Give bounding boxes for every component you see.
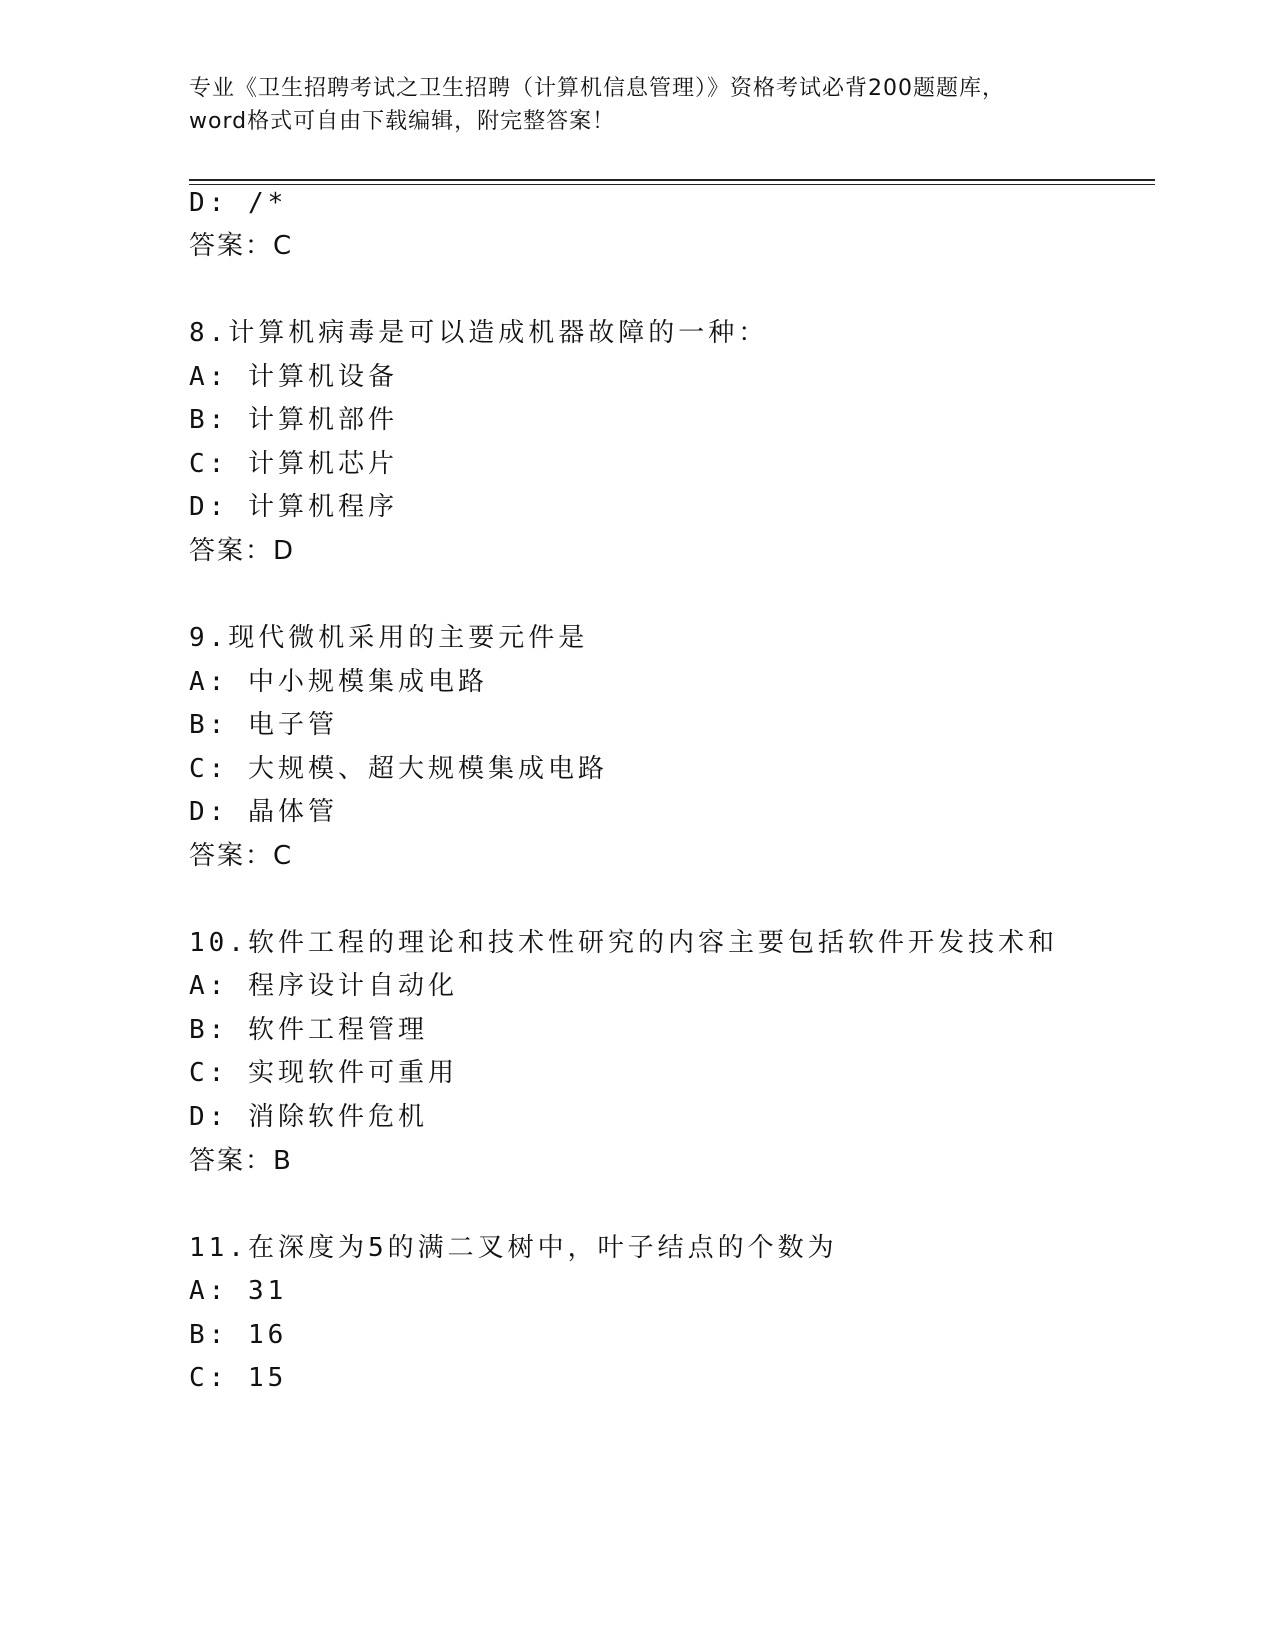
question-9-option-d: D: 晶体管 <box>189 797 338 827</box>
header-line-1: 专业《卫生招聘考试之卫生招聘（计算机信息管理）》资格考试必背200题题库， <box>189 76 1005 101</box>
question-10-option-c: C: 实现软件可重用 <box>189 1058 458 1088</box>
question-8-answer: 答案：D <box>189 536 296 566</box>
question-8-option-a: A: 计算机设备 <box>189 362 398 392</box>
question-8-option-c: C: 计算机芯片 <box>189 449 398 479</box>
question-11-option-c: C: 15 <box>189 1363 288 1393</box>
question-10-option-d: D: 消除软件危机 <box>189 1102 428 1132</box>
question-11-stem: 11.在深度为5的满二叉树中，叶子结点的个数为 <box>189 1233 838 1263</box>
question-9-option-c: C: 大规模、超大规模集成电路 <box>189 754 608 784</box>
question-9-option-b: B: 电子管 <box>189 710 338 740</box>
question-11-option-b: B: 16 <box>189 1320 288 1350</box>
question-9-answer: 答案：C <box>189 841 294 871</box>
question-10-stem: 10.软件工程的理论和技术性研究的内容主要包括软件开发技术和 <box>189 928 1058 958</box>
question-11-option-a: A: 31 <box>189 1276 288 1306</box>
question-8-stem: 8.计算机病毒是可以造成机器故障的一种： <box>189 318 769 348</box>
document-header <box>189 72 1089 138</box>
question-9-stem: 9.现代微机采用的主要元件是 <box>189 623 589 653</box>
question-10-option-a: A: 程序设计自动化 <box>189 971 458 1001</box>
question-10-answer: 答案：B <box>189 1146 293 1176</box>
question-8-option-d: D: 计算机程序 <box>189 492 398 522</box>
prev-answer: 答案：C <box>189 231 294 261</box>
prev-option-d: D: /* <box>189 188 288 218</box>
question-9-option-a: A: 中小规模集成电路 <box>189 667 488 697</box>
header-line-2: word格式可自由下载编辑，附完整答案！ <box>189 109 616 134</box>
header-divider-thick <box>189 179 1155 181</box>
question-10-option-b: B: 软件工程管理 <box>189 1015 428 1045</box>
header-divider-thin <box>189 184 1155 185</box>
question-8-option-b: B: 计算机部件 <box>189 405 398 435</box>
